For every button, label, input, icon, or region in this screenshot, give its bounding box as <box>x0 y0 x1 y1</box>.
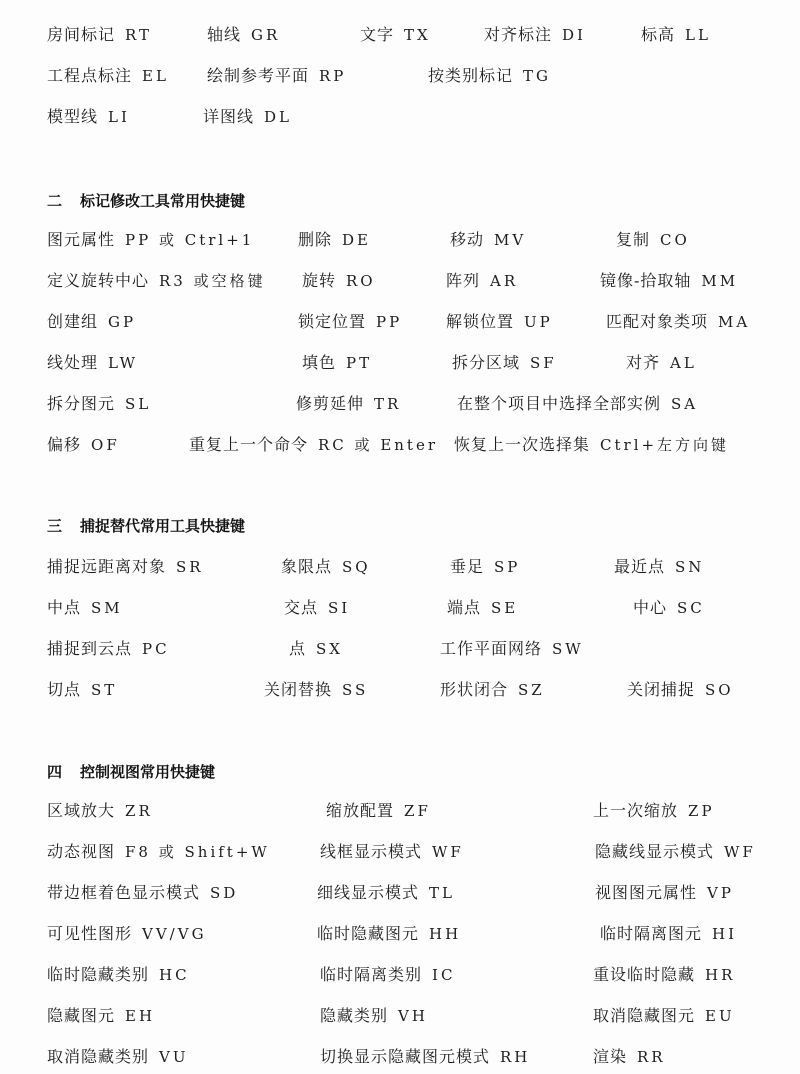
entry-key: CO <box>660 231 690 249</box>
entry-key: SX <box>316 640 343 658</box>
section3-heading <box>47 515 245 536</box>
entry-nearest <box>614 557 704 577</box>
section4-row-6 <box>0 999 800 1033</box>
entry-key: ZF <box>404 802 431 820</box>
entry-snap-point-cloud <box>47 639 170 659</box>
entry-name: 形状闭合 <box>440 680 509 699</box>
entry-key: RT <box>125 26 153 44</box>
entry-name: 重复上一个命令 <box>189 435 309 454</box>
entry-key: AL <box>670 354 697 372</box>
section2-row-5 <box>0 387 800 421</box>
entry-name: 创建组 <box>47 312 99 331</box>
entry-key: EU <box>705 1007 735 1025</box>
entry-key: SW <box>552 640 584 658</box>
entry-restore-last-selection <box>454 435 729 455</box>
entry-name: 临时隔离图元 <box>600 924 703 943</box>
entry-name: 模型线 <box>47 107 99 126</box>
section2-row-1 <box>0 223 800 257</box>
entry-name: 复制 <box>616 230 651 249</box>
entry-key: GP <box>108 313 137 331</box>
entry-name: 中心 <box>633 598 668 617</box>
entry-reference-plane <box>207 66 346 86</box>
entry-name: 取消隐藏类别 <box>47 1047 150 1066</box>
entry-unhide-category <box>47 1047 189 1067</box>
entry-name: 切换显示隐藏图元模式 <box>320 1047 491 1066</box>
entry-key: RR <box>637 1048 666 1066</box>
section-title: 标记修改工具常用快捷键 <box>80 192 246 210</box>
entry-name: 视图图元属性 <box>595 883 698 902</box>
entry-render <box>593 1047 666 1067</box>
entry-grid <box>207 25 280 45</box>
entry-name: 对齐 <box>626 353 661 372</box>
entry-name: 象限点 <box>281 557 333 576</box>
entry-hide-category <box>320 1006 428 1026</box>
entry-key: SD <box>210 884 239 902</box>
entry-array <box>446 271 518 291</box>
entry-key: OF <box>91 436 120 454</box>
section3-row-3 <box>0 632 800 666</box>
entry-repeat-last-command <box>189 435 438 455</box>
section2-row-6 <box>0 428 800 462</box>
entry-key: SQ <box>342 558 371 576</box>
entry-name: 拆分图元 <box>47 394 116 413</box>
entry-key: RO <box>346 272 376 290</box>
section2-row-3 <box>0 305 800 339</box>
entry-name: 隐藏线显示模式 <box>595 842 715 861</box>
entry-name: 缩放配置 <box>326 801 395 820</box>
entry-rotate <box>302 271 376 291</box>
entry-key: DL <box>264 108 293 126</box>
entry-endpoint <box>447 598 518 618</box>
entry-create-group <box>47 312 136 332</box>
entry-key: TL <box>429 884 455 902</box>
entry-name: 解锁位置 <box>446 312 515 331</box>
entry-key: SP <box>494 558 521 576</box>
entry-key: VU <box>159 1048 189 1066</box>
entry-name: 标高 <box>641 25 676 44</box>
entry-close-override <box>264 680 368 700</box>
entry-point <box>289 639 343 659</box>
entry-key: SE <box>491 599 519 617</box>
entry-trim-extend <box>296 394 401 414</box>
entry-unpin <box>446 312 553 332</box>
entry-key: DE <box>342 231 371 249</box>
entry-key: MM <box>701 272 739 290</box>
entry-name: 带边框着色显示模式 <box>47 883 201 902</box>
entry-previous-zoom <box>593 801 715 821</box>
entry-name: 可见性图形 <box>47 924 133 943</box>
entry-key: HI <box>712 925 738 943</box>
entry-text <box>360 25 431 45</box>
section4-row-3 <box>0 876 800 910</box>
entry-unhide-element <box>593 1006 735 1026</box>
entry-key: HR <box>705 966 736 984</box>
entry-pin <box>298 312 402 332</box>
entry-work-plane-grid <box>440 639 584 659</box>
entry-key: MV <box>494 231 527 249</box>
entry-key: VV/VG <box>142 925 207 943</box>
entry-key: HC <box>159 966 190 984</box>
entry-key: SF <box>530 354 557 372</box>
entry-name: 绘制参考平面 <box>207 66 310 85</box>
entry-mirror-pick-axis <box>600 271 738 291</box>
entry-aligned-dimension <box>484 25 586 45</box>
section3-row-1 <box>0 550 800 584</box>
entry-room-tag <box>47 25 152 45</box>
entry-key: PP <box>376 313 403 331</box>
entry-dynamic-view <box>47 842 270 862</box>
section4-row-7 <box>0 1040 800 1074</box>
entry-name: 在整个项目中选择全部实例 <box>457 394 662 413</box>
entry-tag-by-category <box>428 66 551 86</box>
entry-key: LW <box>108 354 139 372</box>
entry-name: 恢复上一次选择集 <box>454 435 591 454</box>
entry-name: 隐藏图元 <box>47 1006 116 1025</box>
section-title: 控制视图常用快捷键 <box>80 763 216 781</box>
entry-view-properties <box>595 883 734 903</box>
entry-name: 垂足 <box>450 557 485 576</box>
section3-row-4 <box>0 673 800 707</box>
entry-perpendicular <box>450 557 520 577</box>
entry-name: 详图线 <box>203 107 255 126</box>
entry-key: ZR <box>125 802 153 820</box>
entry-name: 重设临时隐藏 <box>593 965 696 984</box>
entry-key: SM <box>91 599 123 617</box>
entry-name: 偏移 <box>47 435 82 454</box>
entry-key: PC <box>142 640 170 658</box>
section-number: 二 <box>47 192 63 210</box>
entry-split-element <box>47 394 151 414</box>
section4-row-2 <box>0 835 800 869</box>
section-title: 捕捉替代常用工具快捷键 <box>80 517 246 535</box>
entry-name: 关闭替换 <box>264 680 333 699</box>
entry-key: SS <box>342 681 369 699</box>
section2-row-4 <box>0 346 800 380</box>
entry-visibility-graphics <box>47 924 207 944</box>
entry-name: 取消隐藏图元 <box>593 1006 696 1025</box>
entry-level <box>641 25 711 45</box>
entry-key: SC <box>677 599 705 617</box>
entry-align <box>626 353 697 373</box>
entry-name: 旋转 <box>302 271 337 290</box>
entry-name: 线处理 <box>47 353 99 372</box>
entry-midpoint <box>47 598 123 618</box>
entry-select-all-instances <box>457 394 698 414</box>
entry-toggle-reveal-hidden <box>320 1047 530 1067</box>
entry-name: 端点 <box>447 598 482 617</box>
entry-hide-element <box>47 1006 155 1026</box>
entry-temp-isolate-element <box>600 924 737 944</box>
entry-name: 房间标记 <box>47 25 116 44</box>
entry-key: SA <box>671 395 699 413</box>
entry-name: 区域放大 <box>47 801 116 820</box>
entry-name: 拆分区域 <box>452 353 521 372</box>
entry-key: SR <box>176 558 204 576</box>
entry-snap-remote-objects <box>47 557 204 577</box>
entry-element-properties <box>47 230 254 250</box>
entry-key: WF <box>432 843 464 861</box>
section1-row-3 <box>0 100 800 134</box>
entry-key: EL <box>142 67 169 85</box>
entry-name: 阵列 <box>446 271 481 290</box>
entry-key: UP <box>524 313 553 331</box>
entry-key: SO <box>705 681 734 699</box>
entry-name: 最近点 <box>614 557 666 576</box>
entry-key: PP 或 Ctrl+1 <box>125 231 255 249</box>
entry-key: TG <box>523 67 552 85</box>
entry-key: SI <box>328 599 351 617</box>
entry-key: RC 或 Enter <box>318 436 439 454</box>
entry-key: SZ <box>518 681 545 699</box>
entry-name: 文字 <box>360 25 395 44</box>
entry-name: 匹配对象类项 <box>606 312 709 331</box>
entry-name: 临时隐藏图元 <box>317 924 420 943</box>
entry-key: WF <box>724 843 756 861</box>
entry-name: 工作平面网络 <box>440 639 543 658</box>
entry-model-line <box>47 107 130 127</box>
entry-reset-temp-hide <box>593 965 735 985</box>
entry-copy <box>616 230 690 250</box>
section-number: 三 <box>47 517 63 535</box>
section3-row-2 <box>0 591 800 625</box>
entry-name: 细线显示模式 <box>317 883 420 902</box>
entry-name: 按类别标记 <box>428 66 514 85</box>
entry-name: 临时隔离类别 <box>320 965 423 984</box>
entry-shape-close <box>440 680 545 700</box>
entry-name: 动态视图 <box>47 842 116 861</box>
entry-detail-line <box>203 107 292 127</box>
entry-match-type <box>606 312 750 332</box>
entry-name: 锁定位置 <box>298 312 367 331</box>
section-number: 四 <box>47 763 63 781</box>
entry-name: 临时隐藏类别 <box>47 965 150 984</box>
section4-row-1 <box>0 794 800 828</box>
entry-name: 上一次缩放 <box>593 801 679 820</box>
entry-zoom-region <box>47 801 153 821</box>
entry-name: 对齐标注 <box>484 25 553 44</box>
entry-name: 修剪延伸 <box>296 394 365 413</box>
entry-key: F8 或 Shift+W <box>125 843 270 861</box>
entry-key: VP <box>707 884 734 902</box>
entry-name: 捕捉到云点 <box>47 639 133 658</box>
entry-key: ST <box>91 681 118 699</box>
section1-row-1 <box>0 18 800 52</box>
entry-zoom-fit <box>326 801 431 821</box>
entry-key: R3 或空格键 <box>159 272 266 290</box>
entry-key: EH <box>125 1007 156 1025</box>
entry-snap-off <box>627 680 734 700</box>
entry-name: 镜像-拾取轴 <box>600 271 692 290</box>
entry-shaded-with-edges <box>47 883 238 903</box>
entry-rotation-center <box>47 271 266 291</box>
entry-key: SL <box>125 395 152 413</box>
entry-key: ZP <box>688 802 715 820</box>
entry-name: 交点 <box>284 598 319 617</box>
entry-key: Ctrl+左方向键 <box>600 436 730 454</box>
section4-heading <box>47 761 215 782</box>
entry-intersection <box>284 598 350 618</box>
entry-paint <box>302 353 372 373</box>
entry-name: 隐藏类别 <box>320 1006 389 1025</box>
entry-temp-hide-element <box>317 924 461 944</box>
entry-thin-lines <box>317 883 455 903</box>
entry-name: 切点 <box>47 680 82 699</box>
entry-key: SN <box>675 558 705 576</box>
entry-linework <box>47 353 138 373</box>
section4-row-4 <box>0 917 800 951</box>
entry-name: 关闭捕捉 <box>627 680 696 699</box>
entry-name: 工程点标注 <box>47 66 133 85</box>
entry-name: 线框显示模式 <box>320 842 423 861</box>
entry-spot-elevation <box>47 66 169 86</box>
entry-hidden-line-mode <box>595 842 756 862</box>
entry-name: 定义旋转中心 <box>47 271 150 290</box>
entry-key: RP <box>319 67 347 85</box>
entry-offset <box>47 435 120 455</box>
entry-key: TR <box>374 395 402 413</box>
entry-name: 捕捉远距离对象 <box>47 557 167 576</box>
entry-key: VH <box>398 1007 428 1025</box>
entry-name: 中点 <box>47 598 82 617</box>
entry-quadrant <box>281 557 371 577</box>
entry-center <box>633 598 705 618</box>
entry-temp-hide-category <box>47 965 190 985</box>
entry-name: 渲染 <box>593 1047 628 1066</box>
section2-row-2 <box>0 264 800 298</box>
entry-key: AR <box>490 272 519 290</box>
entry-key: RH <box>500 1048 531 1066</box>
entry-key: IC <box>432 966 456 984</box>
entry-wireframe-mode <box>320 842 464 862</box>
entry-name: 点 <box>289 639 307 658</box>
entry-key: DI <box>562 26 586 44</box>
entry-key: MA <box>718 313 751 331</box>
entry-name: 轴线 <box>207 25 242 44</box>
entry-move <box>450 230 526 250</box>
entry-key: LL <box>685 26 711 44</box>
entry-name: 图元属性 <box>47 230 116 249</box>
entry-temp-isolate-category <box>320 965 455 985</box>
section1-row-2 <box>0 59 800 93</box>
entry-key: PT <box>346 354 373 372</box>
entry-split-face <box>452 353 557 373</box>
section2-heading <box>47 190 245 211</box>
entry-key: TX <box>404 26 431 44</box>
entry-name: 移动 <box>450 230 485 249</box>
entry-key: HH <box>429 925 462 943</box>
entry-tangent <box>47 680 117 700</box>
entry-key: LI <box>108 108 130 126</box>
entry-name: 删除 <box>298 230 333 249</box>
entry-delete <box>298 230 371 250</box>
entry-name: 填色 <box>302 353 337 372</box>
section4-row-5 <box>0 958 800 992</box>
entry-key: GR <box>251 26 281 44</box>
